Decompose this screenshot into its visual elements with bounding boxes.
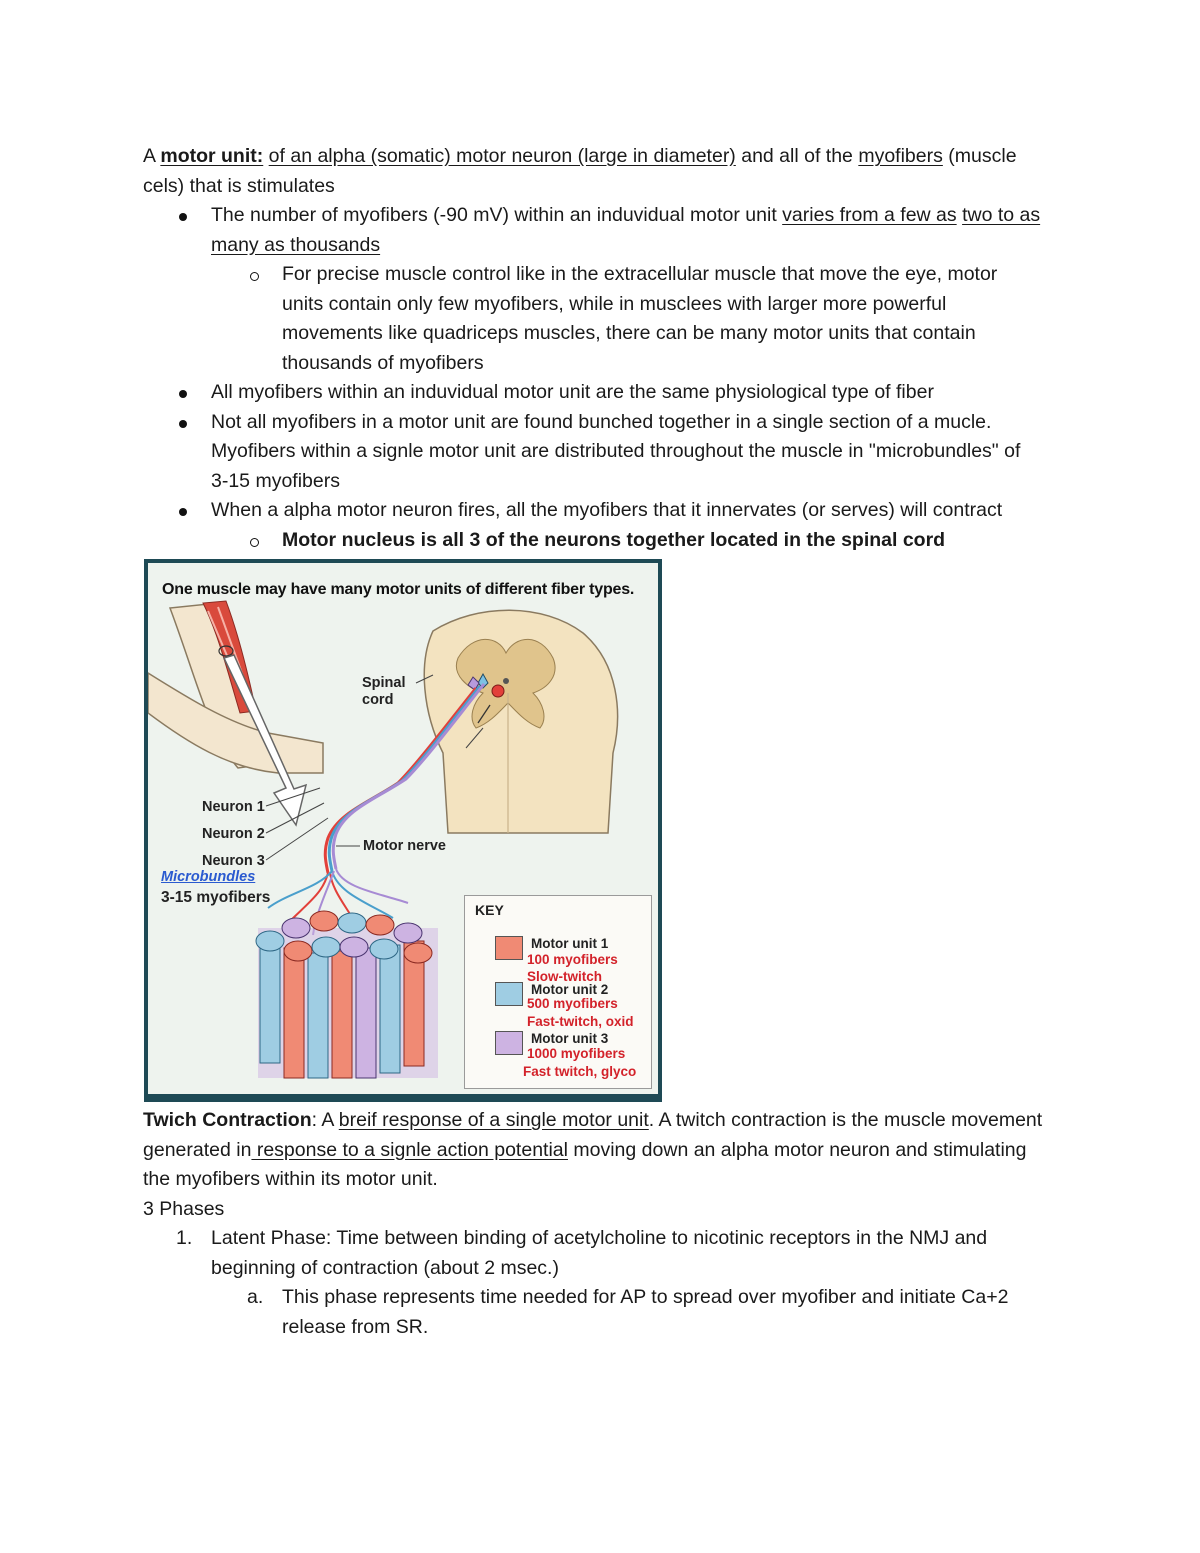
- phases-list: [143, 1224, 1043, 1342]
- key-type-label: Fast-twitch, oxid: [527, 1014, 634, 1029]
- bullet-text: Not all myofibers in a motor unit are found bunched together in a single section of a mucle. Myofibers within a signle motor unit are distributed throughout the muscle in "microbundles" of 3-15 myofibers: [211, 410, 1021, 492]
- myofibers-range-label: 3-15 myofibers: [161, 889, 271, 906]
- spinal-cord-label: Spinal cord: [362, 675, 406, 708]
- neuron-1-soma: [492, 685, 504, 697]
- twitch-colon: : A: [311, 1109, 334, 1131]
- list-item: [143, 260, 1043, 378]
- list-item: [143, 496, 1043, 526]
- neuron-1-label: Neuron 1: [202, 799, 265, 815]
- list-item: [143, 1283, 1043, 1342]
- muscle-fiber-bundle: [256, 911, 438, 1078]
- bullet-text: All myofibers within an induvidual motor unit are the same physiological type of fiber: [211, 381, 934, 403]
- motor-unit-figure: [144, 559, 662, 1102]
- definition-connector: and all of the: [741, 145, 853, 167]
- article: A: [143, 145, 155, 167]
- key-unit-label: Motor unit 3: [531, 1031, 609, 1046]
- list-item: [143, 1224, 1043, 1283]
- list-item: [143, 378, 1043, 408]
- figure-panel: [148, 563, 658, 1094]
- sub-bullet-bold-text: Motor nucleus is all 3 of the neurons together located in the spinal cord: [282, 528, 946, 551]
- key-unit-label: Motor unit 1: [531, 936, 609, 951]
- key-count-label: 500 myofibers: [527, 996, 618, 1011]
- twitch-underlined: response to a signle action potential: [251, 1138, 568, 1161]
- key-swatch-unit-2: [495, 982, 523, 1006]
- document-body: [143, 142, 1043, 1342]
- figure-key: [464, 895, 652, 1089]
- definition-rest: (muscle cels) that is stimulates: [143, 145, 1017, 197]
- motor-unit-term: motor unit:: [160, 145, 264, 167]
- myofibers-term: myofibers: [858, 145, 943, 167]
- list-item: [143, 408, 1043, 497]
- key-swatch-unit-3: [495, 1031, 523, 1055]
- twitch-term: Twich Contraction: [143, 1109, 312, 1131]
- sub-phase-text: This phase represents time needed for AP to spread over myofiber and initiate Ca+2 release from SR.: [282, 1286, 1009, 1338]
- list-number: 1.: [176, 1227, 193, 1249]
- sub-bullet-text: For precise muscle control like in the extracellular muscle that move the eye, motor units contain only few myofibers, while in musclees with larger more powerful movements like quadriceps muscles, there can be many motor units that contain thousands of myofibers: [282, 263, 998, 374]
- key-swatch-unit-1: [495, 936, 523, 960]
- phase-text: Latent Phase: Time between binding of acetylcholine to nicotinic receptors in the NMJ and beginning of contraction (about 2 msec.): [211, 1227, 988, 1279]
- bullet-text: The number of myofibers (-90 mV) within an induvidual motor unit: [211, 204, 777, 226]
- twitch-text: . A twitch contraction is the muscle movement generated in: [143, 1109, 1043, 1161]
- list-letter: a.: [247, 1286, 264, 1308]
- motor-nerve-label: Motor nerve: [363, 838, 446, 854]
- motor-unit-definition: [143, 142, 1043, 201]
- list-item: [143, 526, 1043, 556]
- bullet-text: When a alpha motor neuron fires, all the myofibers that it innervates (or serves) will contract: [211, 499, 1003, 521]
- twitch-underlined: breif response of a single motor unit: [338, 1109, 649, 1131]
- key-type-label: Fast twitch, glyco: [523, 1064, 637, 1079]
- neuron-2-label: Neuron 2: [202, 826, 265, 842]
- bullet-underlined: varies from a few as: [782, 204, 957, 226]
- key-unit-label: Motor unit 2: [531, 982, 609, 997]
- definition-underlined: of an alpha (somatic) motor neuron (large in diameter): [268, 145, 736, 167]
- twitch-text: moving down an alpha motor neuron and stimulating the myofibers within its motor unit.: [143, 1138, 1027, 1190]
- key-title: KEY: [475, 902, 504, 918]
- list-item: [143, 201, 1043, 260]
- neuron-3-label: Neuron 3: [202, 853, 265, 869]
- figure-title: One muscle may have many motor units of different fiber types.: [162, 581, 635, 598]
- key-count-label: 1000 myofibers: [527, 1046, 626, 1061]
- key-type-label: Slow-twitch: [527, 969, 602, 984]
- microbundles-label: Microbundles: [161, 869, 256, 885]
- phases-heading: 3 Phases: [143, 1197, 225, 1220]
- bullet-underlined: two to as many as thousands: [211, 204, 1041, 256]
- arm-illustration: [148, 601, 323, 773]
- key-count-label: 100 myofibers: [527, 952, 618, 967]
- bullet-list: [143, 201, 1043, 555]
- twitch-contraction-definition: [143, 1106, 1043, 1195]
